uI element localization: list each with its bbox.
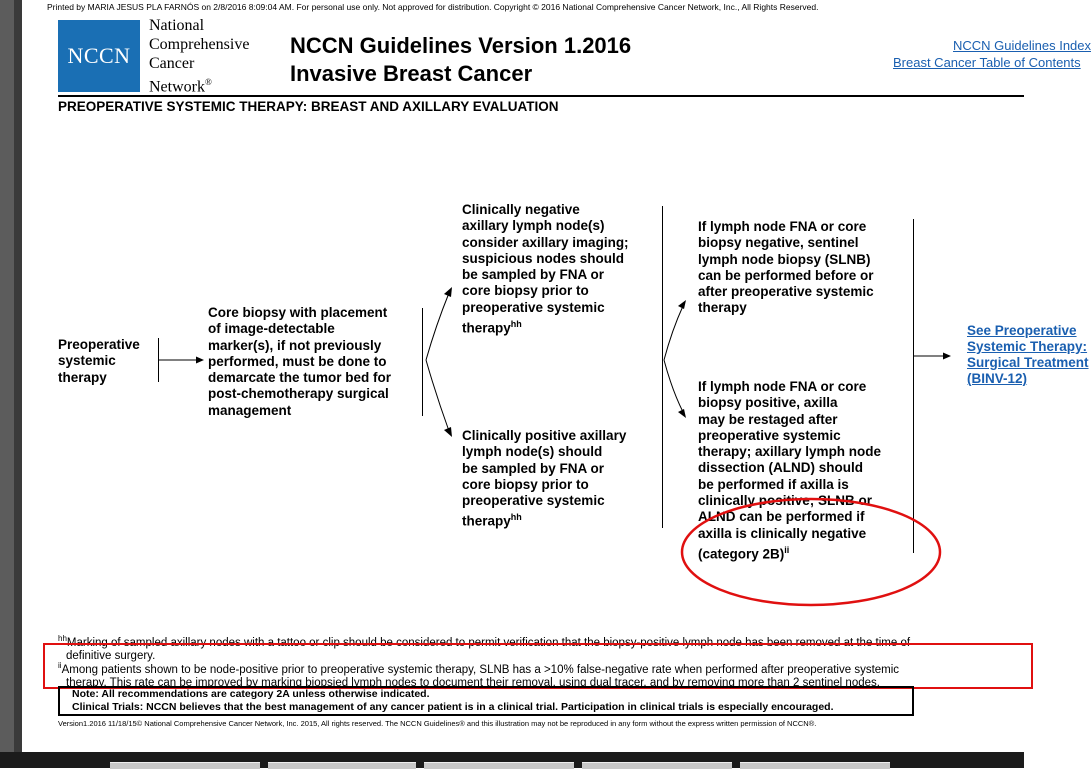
header-rule	[58, 95, 1024, 97]
taskbar-button[interactable]	[424, 762, 574, 769]
printed-notice: Printed by MARIA JESUS PLA FARNÓS on 2/8/2016 8:09:04 AM. For personal use only. Not approved for distribution. Copyright © 2016 National Comprehensive Cancer Network, Inc., All Rights Reserved.	[47, 2, 819, 12]
org-line: Cancer	[149, 55, 195, 72]
arrow-to-see-link	[913, 350, 953, 362]
guideline-topic-title: Invasive Breast Cancer	[290, 61, 533, 86]
clinically-negative-box: Clinically negative axillary lymph node(s) consider axillary imaging; suspicious nodes should be sampled by FNA or core biopsy prior to preoperative systemic therapy$^{hh}$	[462, 202, 629, 336]
footnote-ii: $^{ii}$Among patients shown to be node-positive prior to preoperative systemic therapy, SLNB has a >10% false-negative rate when performed after preoperative systemic therapy. This rate can be improved by marking biopsied lymph nodes to document their removal, using dual tracer, and by removing more than 2 sentinel nodes.	[58, 661, 900, 689]
nccn-logo: NCCN	[58, 20, 140, 92]
note-box	[58, 686, 914, 716]
window-left-border-inner	[14, 0, 22, 768]
org-line: Comprehensive	[149, 36, 250, 53]
taskbar-button[interactable]	[582, 762, 732, 769]
fna-positive-box: If lymph node FNA or core biopsy positive, axilla may be restaged after preoperative systemic therapy; axillary lymph node dissection (ALND) should be performed if axilla is clinically positive; SLNB or ALND can be performed if axilla is clinically negative (category 2B)$^{ii}$	[698, 379, 882, 562]
table-of-contents-link[interactable]: Breast Cancer Table of Contents	[893, 55, 1081, 70]
document-page	[22, 0, 1091, 752]
taskbar-button[interactable]	[110, 762, 260, 769]
org-line: National	[149, 17, 205, 34]
organization-name	[149, 16, 249, 96]
version-copyright: Version1.2016 11/18/15© National Comprehensive Cancer Network, Inc. 2015, All rights reserved. The NCCN Guidelines® and this illustration may not be reproduced in any form without the express written permission of NCCN®.	[58, 719, 817, 728]
footnote-hh: $^{hh}$Marking of sampled axillary nodes with a tattoo or clip should be considered to permit verification that the biopsy-positive lymph node has been removed at the time of definitive surgery.	[58, 634, 911, 662]
section-title: PREOPERATIVE SYSTEMIC THERAPY: BREAST AND AXILLARY EVALUATION	[58, 99, 559, 114]
split-arrows-1	[422, 285, 458, 441]
taskbar-button[interactable]	[740, 762, 890, 769]
see-preoperative-link[interactable]: See Preoperative Systemic Therapy: Surgical Treatment (BINV-12)	[967, 323, 1089, 386]
clinically-positive-box: Clinically positive axillary lymph node(s) should be sampled by FNA or core biopsy prior to preoperative systemic therapy$^{hh}$	[462, 428, 627, 529]
fna-negative-box: If lymph node FNA or core biopsy negative, sentinel lymph node biopsy (SLNB) can be performed before or after preoperative systemic therapy	[698, 219, 874, 316]
guidelines-index-link[interactable]: NCCN Guidelines Index	[953, 38, 1091, 53]
arrow-to-core-biopsy	[158, 354, 204, 366]
window-left-border	[0, 0, 22, 768]
split-arrows-2	[662, 298, 692, 422]
annotation-ellipse	[678, 495, 944, 613]
core-biopsy-box: Core biopsy with placement of image-detectable marker(s), if not previously performed, must be done to demarcate the tumor bed for post-chemotherapy surgical management	[208, 305, 392, 418]
taskbar	[0, 752, 1024, 768]
clinical-trials-line: Clinical Trials: NCCN believes that the best management of any cancer patient is in a clinical trial. Participation in clinical trials is especially encouraged.	[72, 701, 834, 713]
guideline-version-title: NCCN Guidelines Version 1.2016	[290, 33, 632, 58]
org-line: Network®	[149, 77, 212, 96]
preoperative-therapy-box: Preoperative systemic therapy	[58, 337, 140, 385]
taskbar-button[interactable]	[268, 762, 416, 769]
annotation-rectangle	[43, 643, 1033, 689]
note-line: Note: All recommendations are category 2A unless otherwise indicated.	[72, 688, 430, 700]
